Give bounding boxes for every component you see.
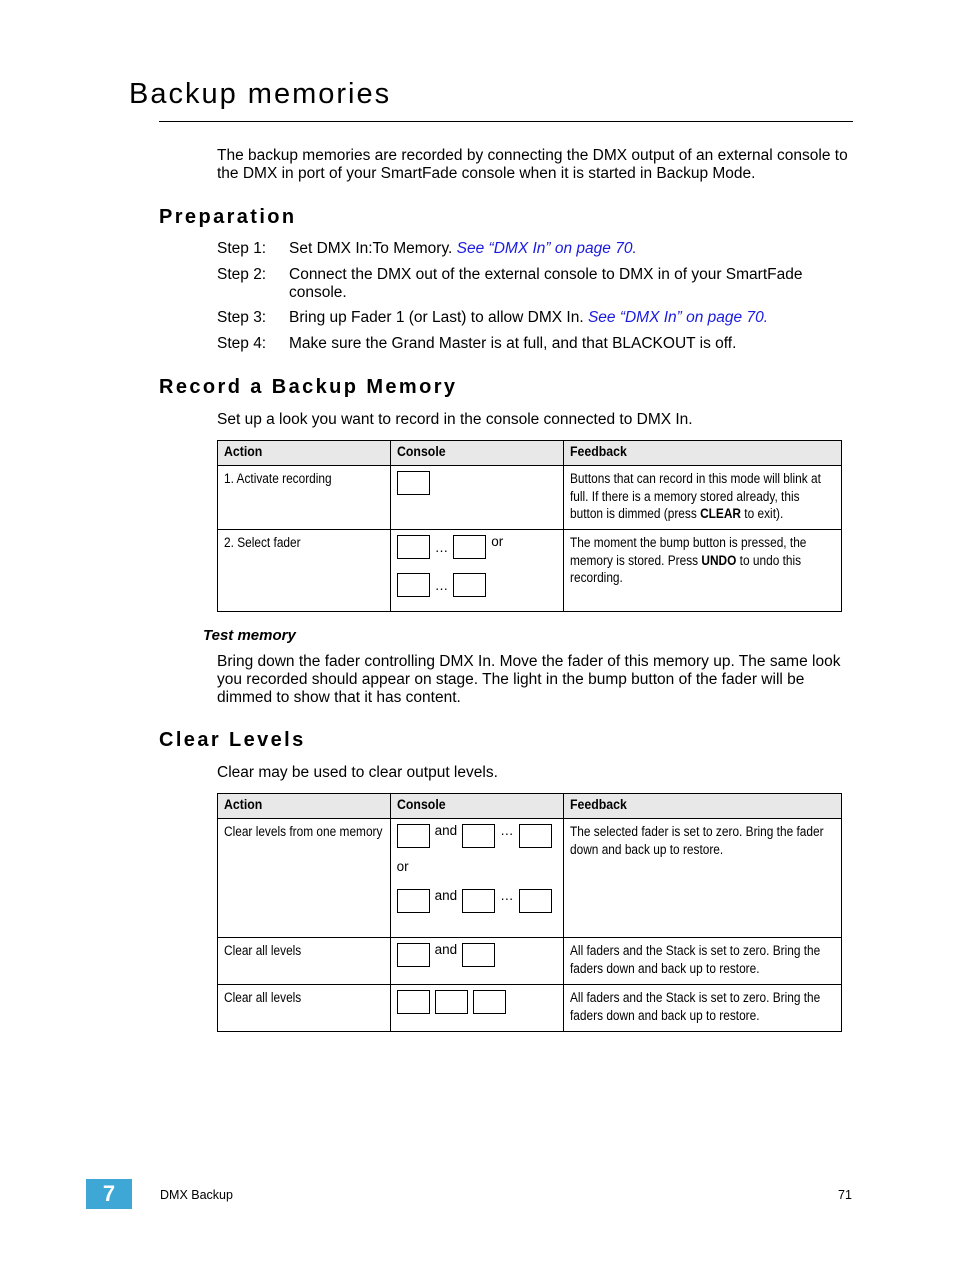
console-cell bbox=[390, 938, 563, 985]
console-button-icon bbox=[462, 943, 495, 967]
column-header-console: Console bbox=[390, 441, 563, 466]
and-label: and bbox=[434, 888, 458, 903]
action-cell: Clear all levels bbox=[218, 985, 391, 1032]
feedback-cell: All faders and the Stack is set to zero. Bring the faders down and back up to restore. bbox=[563, 938, 841, 985]
record-intro: Set up a look you want to record in the console connected to DMX In. bbox=[217, 411, 693, 428]
ellipsis: … bbox=[500, 823, 514, 838]
console-cell bbox=[390, 530, 563, 612]
record-heading: Record a Backup Memory bbox=[159, 376, 458, 398]
clear-table bbox=[217, 793, 842, 1032]
feedback-cell: The selected fader is set to zero. Bring the fader down and back up to restore. bbox=[563, 819, 841, 938]
action-cell: 2. Select fader bbox=[218, 530, 391, 612]
console-cell bbox=[390, 985, 563, 1032]
step-description: Connect the DMX out of the external console to DMX in of your SmartFade console. bbox=[289, 266, 803, 301]
ellipsis: … bbox=[434, 539, 449, 555]
console-button-icon bbox=[397, 824, 430, 848]
column-header-action: Action bbox=[218, 794, 391, 819]
console-button-icon bbox=[453, 535, 486, 559]
console-cell bbox=[390, 819, 563, 938]
or-label: or bbox=[396, 859, 409, 874]
step-label: Step 2: bbox=[217, 266, 267, 283]
column-header-feedback: Feedback bbox=[563, 441, 841, 466]
action-cell: Clear all levels bbox=[218, 938, 391, 985]
test-memory-heading: Test memory bbox=[203, 627, 296, 644]
ellipsis: … bbox=[434, 577, 449, 593]
intro-paragraph: The backup memories are recorded by connecting the DMX output of an external console to the DMX in port of your SmartFade console when it is started in Backup Mode. bbox=[217, 147, 848, 182]
table-row bbox=[218, 985, 842, 1032]
step-link[interactable]: See “DMX In” on page 70. bbox=[587, 309, 769, 326]
console-button-icon bbox=[397, 535, 430, 559]
footer-section: DMX Backup bbox=[160, 1188, 233, 1202]
step-description: Set DMX In:To Memory. bbox=[289, 240, 457, 257]
ellipsis: … bbox=[500, 888, 514, 903]
clear-levels-intro: Clear may be used to clear output levels. bbox=[217, 764, 498, 781]
title-rule bbox=[159, 121, 853, 122]
console-button-icon bbox=[397, 889, 430, 913]
step-link[interactable]: See “DMX In” on page 70. bbox=[456, 240, 637, 257]
column-header-feedback: Feedback bbox=[563, 794, 841, 819]
and-label: and bbox=[434, 823, 458, 838]
console-button-icon bbox=[473, 990, 506, 1014]
column-header-console: Console bbox=[390, 794, 563, 819]
console-button-icon bbox=[397, 990, 430, 1014]
step-text bbox=[289, 266, 834, 302]
console-button-icon bbox=[519, 824, 552, 848]
step-text bbox=[289, 335, 854, 353]
column-header-action: Action bbox=[218, 441, 391, 466]
table-row bbox=[218, 466, 842, 530]
console-button-icon bbox=[435, 990, 468, 1014]
console-button-icon bbox=[462, 824, 495, 848]
action-cell: 1. Activate recording bbox=[218, 466, 391, 530]
chapter-tab: 7 bbox=[86, 1179, 132, 1209]
test-memory-text: Bring down the fader controlling DMX In. Move the fader of this memory up. The same look you recorded should appear on stage. The light in the bump button of the fader will be dimmed to show that it has content. bbox=[217, 653, 841, 706]
feedback-cell: All faders and the Stack is set to zero. Bring the faders down and back up to restore. bbox=[563, 985, 841, 1032]
step-text bbox=[289, 309, 854, 327]
step-text bbox=[289, 240, 854, 258]
table-row bbox=[218, 938, 842, 985]
step-label: Step 1: bbox=[217, 240, 267, 257]
and-label: and bbox=[434, 942, 458, 957]
preparation-heading: Preparation bbox=[159, 206, 297, 228]
or-label: or bbox=[491, 534, 504, 549]
clear-levels-heading: Clear Levels bbox=[159, 729, 306, 751]
record-table bbox=[217, 440, 842, 612]
console-button-icon bbox=[453, 573, 486, 597]
console-button-icon bbox=[397, 573, 430, 597]
table-header-row bbox=[218, 441, 842, 466]
action-cell: Clear levels from one memory bbox=[218, 819, 391, 938]
table-row bbox=[218, 530, 842, 612]
step-label: Step 4: bbox=[217, 335, 267, 352]
step-label: Step 3: bbox=[217, 309, 267, 326]
table-row bbox=[218, 819, 842, 938]
console-button-icon bbox=[397, 943, 430, 967]
step-description: Bring up Fader 1 (or Last) to allow DMX In. bbox=[289, 309, 588, 326]
table-header-row bbox=[218, 794, 842, 819]
page-title: Backup memories bbox=[129, 78, 392, 110]
feedback-cell: The moment the bump button is pressed, the memory is stored. Press UNDO to undo this recording. bbox=[563, 530, 841, 612]
step-description: Make sure the Grand Master is at full, and that BLACKOUT is off. bbox=[289, 335, 737, 352]
console-cell bbox=[390, 466, 563, 530]
console-button-icon bbox=[519, 889, 552, 913]
feedback-cell: Buttons that can record in this mode will blink at full. If there is a memory stored already, this button is dimmed (press CLEAR to exit). bbox=[563, 466, 841, 530]
console-button-icon bbox=[462, 889, 495, 913]
console-button-icon bbox=[397, 471, 430, 495]
footer-page-number: 71 bbox=[838, 1188, 852, 1202]
